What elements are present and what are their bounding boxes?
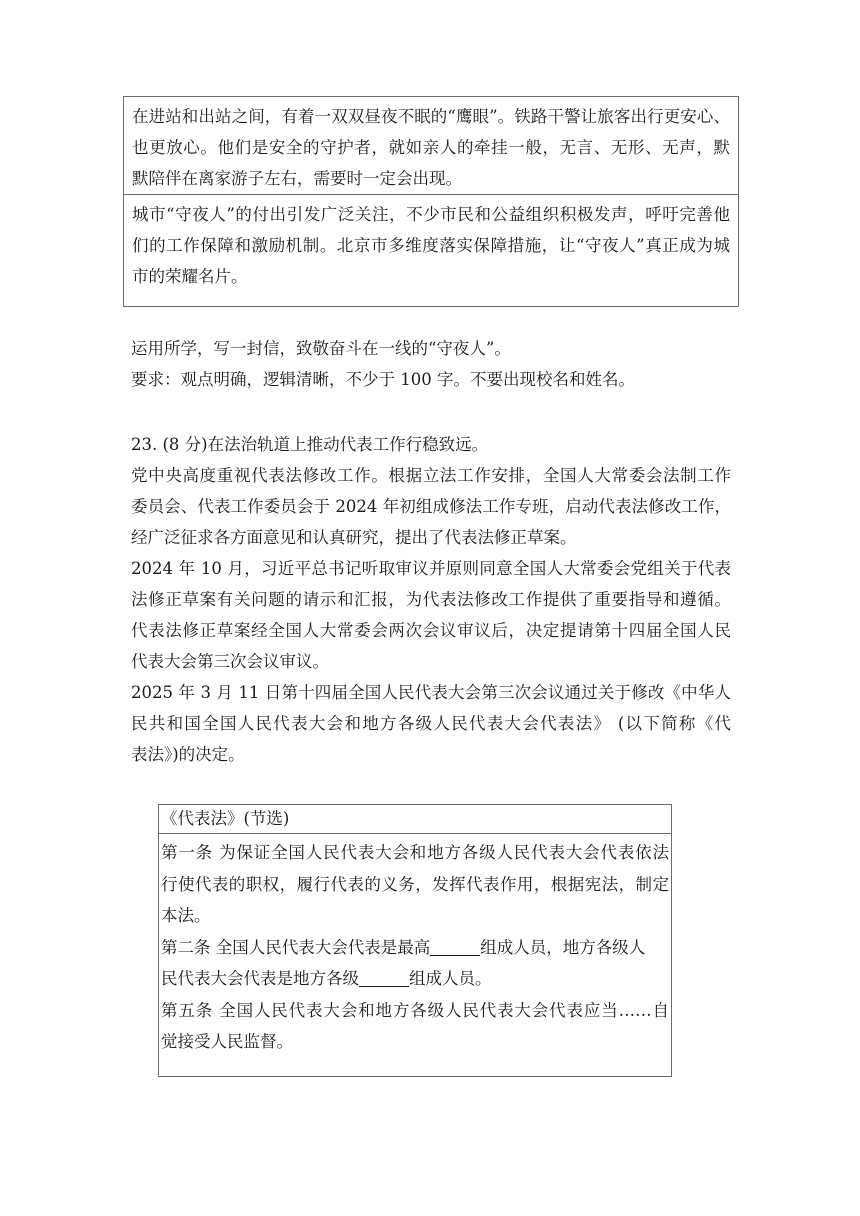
fill-blank-2[interactable]	[359, 968, 409, 987]
excerpt-body	[159, 834, 671, 1058]
article-2-text: 第二条 全国人民代表大会代表是最高	[161, 937, 431, 957]
text-line: 法修正草案有关问题的请示和汇报，为代表法修改工作提供了重要指导和遵循。	[131, 590, 731, 609]
task-prompt: 运用所学，写一封信，致敬奋斗在一线的“守夜人”。	[131, 339, 511, 358]
article-1-line: 本法。	[161, 906, 211, 925]
text-line: 2024 年 10 月，习近平总书记听取审议并原则同意全国人大常委会党组关于代表	[131, 559, 731, 578]
text-line: 市的荣耀名片。	[132, 267, 248, 286]
article-2-line-2	[161, 963, 669, 995]
article-1-line: 行使代表的职权，履行代表的义务，发挥代表作用，根据宪法，制定	[161, 874, 669, 894]
article-2-text: 民代表大会代表是地方各级	[161, 969, 359, 988]
text-line: 在进站和出站之间，有着一双双昼夜不眠的“鹰眼”。铁路干警让旅客出行更安心、	[132, 107, 730, 126]
text-line: 经广泛征求各方面意见和认真研究，提出了代表法修正草案。	[131, 528, 577, 547]
article-5-line: 觉接受人民监督。	[161, 1032, 293, 1051]
text-line: 代表大会第三次会议审议。	[131, 652, 329, 671]
material-table-1	[123, 96, 739, 307]
article-2-text: 组成人员，地方各级人	[480, 937, 646, 957]
text-line: 代表法修正草案经全国人大常委会两次会议审议后，决定提请第十四届全国人民	[131, 621, 731, 640]
article-1-line: 第一条 为保证全国人民代表大会和地方各级人民代表大会代表依法	[161, 843, 669, 862]
task-requirement: 要求：观点明确，逻辑清晰，不少于 100 字。不要出现校名和姓名。	[131, 370, 635, 389]
excerpt-title: 《代表法》(节选)	[159, 805, 671, 834]
text-line: 默陪伴在离家游子左右，需要时一定会出现。	[132, 169, 462, 188]
article-2-line-1	[161, 932, 669, 964]
text-line: 们的工作保障和激励机制。北京市多维度落实保障措施，让“守夜人”真正成为城	[132, 236, 730, 255]
text-line: 民共和国全国人民代表大会和地方各级人民代表大会代表法》 (以下简称《代	[131, 714, 731, 733]
material-cell-city-night-watch	[124, 194, 738, 292]
material-cell-railway-police	[124, 97, 738, 194]
writing-task	[131, 333, 731, 395]
text-line: 也更放心。他们是安全的守护者，就如亲人的牵挂一般，无言、无形、无声，默	[132, 138, 730, 157]
text-line: 城市“守夜人”的付出引发广泛关注，不少市民和公益组织积极发声，呼吁完善他	[132, 205, 730, 224]
question-title: 23. (8 分)在法治轨道上推动代表工作行稳致远。	[131, 435, 489, 454]
fill-blank-1[interactable]	[430, 937, 480, 956]
question-23	[131, 429, 731, 770]
text-line: 2025 年 3 月 11 日第十四届全国人民代表大会第三次会议通过关于修改《中华人	[131, 683, 731, 702]
article-5-line: 第五条 全国人民代表大会和地方各级人民代表大会代表应当……自	[161, 1000, 669, 1020]
article-2-text: 组成人员。	[409, 969, 492, 988]
text-line: 党中央高度重视代表法修改工作。根据立法工作安排，全国人大常委会法制工作	[131, 466, 731, 485]
law-excerpt-table	[158, 804, 672, 1077]
text-line: 表法》)的决定。	[131, 745, 245, 764]
text-line: 委员会、代表工作委员会于 2024 年初组成修法工作专班，启动代表法修改工作，	[131, 497, 731, 516]
